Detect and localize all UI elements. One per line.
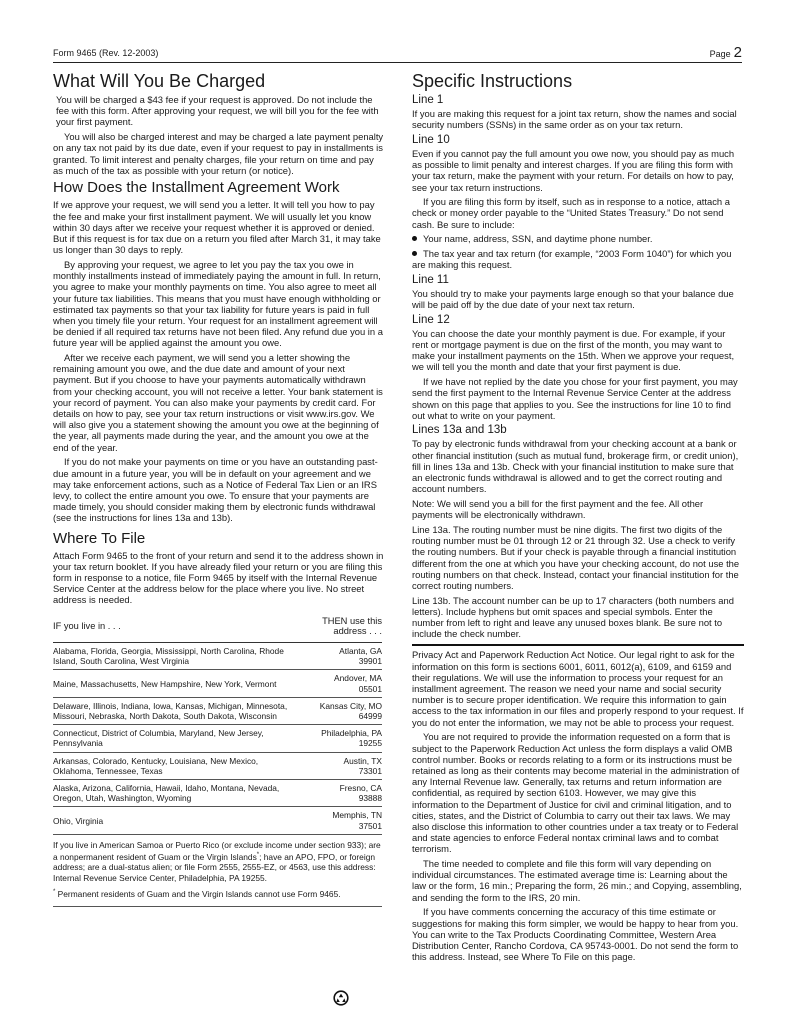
page-indicator <box>710 44 742 61</box>
privacy-paragraph: Privacy Act and Paperwork Reduction Act Notice. Our legal right to ask for the information on this form is sections 6001, 6011, 6012(a), 6109, and 6159 and their regulations. We will use the information to process your request for an installment agreement. The reason we need your name and social security number is to secure proper identification. We require this information to gain access to the tax information in our files and properly respond to your request. If you do not enter the information, we may not be able to process your request. <box>412 649 744 728</box>
states-cell: Maine, Massachusetts, New Hampshire, New York, Vermont <box>53 670 292 697</box>
paragraph: You are not required to provide the information requested on a form that is subject to the Paperwork Reduction Act unless the form displays a valid OMB control number. Books or records relating to a form or its instructions must be retained as long as their contents may become material in the administration of any Internal Revenue law. Generally, tax returns and return information are confidential, as required by section 6103. However, we may give this information to the Department of Justice for civil and criminal litigation, and to cities, states, and the District of Columbia to carry out their tax laws. We may also disclose this information to other countries under a tax treaty or to Federal and state agencies to enforce Federal nontax criminal laws and to combat terrorism. <box>412 731 740 855</box>
column-header-then: THEN use this address . . . <box>292 614 382 643</box>
address-cell: Andover, MA 05501 <box>292 670 382 697</box>
address-cell: Atlanta, GA 39901 <box>292 643 382 670</box>
paragraph: You will also be charged interest and may be charged a late payment penalty on any tax not paid by its due date, even if your request to pay in installments is granted. To limit interest and penalty charges, file your return on time and pay as much of the tax as possible with your return (or notice). <box>53 131 384 176</box>
page-number: 2 <box>733 44 742 61</box>
line-13b-paragraph: Line 13b. The account number can be up to 17 characters (both numbers and letters). Include hyphens but omit spaces and special symbols. Enter the number from left to right and leave any unused boxes blank. Be sure not to include the check number. <box>412 594 734 640</box>
left-column <box>53 70 385 907</box>
paragraph: The time needed to complete and file this form will vary depending on individual circumstances. The estimated average time is: Learning about the law or the form, 16 min.; Preparing the form, 26 min.; and Copying, assembling, and sending the form to the IRS, 20 min. <box>412 858 742 903</box>
line-10-heading: Line 10 <box>412 133 450 146</box>
states-cell: Ohio, Virginia <box>53 807 292 834</box>
table-row <box>53 670 382 697</box>
address-cell: Kansas City, MO 64999 <box>292 697 382 724</box>
paragraph: After we receive each payment, we will send you a letter showing the remaining amount you owe, and the due date and amount of your next payment. But if you choose to have your payments automatically withdrawn from your checking account, you will not receive a letter. Your bank statement is your record of payment. You can also make your payments by credit card. For details on how to pay, see your tax return instructions or visit www.irs.gov. We will also give you a statement showing the amount you owe at the beginning of the year, all payments made during the year, and the amount you owe at the end of the year. <box>53 352 383 453</box>
section-divider <box>412 644 744 646</box>
address-cell: Philadelphia, PA 19255 <box>292 725 382 752</box>
section-title-where: Where To File <box>53 529 146 547</box>
recycled-paper-icon <box>333 990 349 1006</box>
line-11-heading: Line 11 <box>412 273 449 286</box>
right-column <box>412 70 744 966</box>
paragraph: You will be charged a $43 fee if your request is approved. Do not include the fee with this form. After approving your request, we will bill you for the fee with your first payment. <box>56 94 379 128</box>
paragraph: You can choose the date your monthly payment is due. For example, if your rent or mortgage payment is due on the first of the month, you may want to make your installment payments on the 15th. When we approve your request, we will tell you the month and date that your first payment is due. <box>412 327 735 373</box>
column-header-if: IF you live in . . . <box>53 614 292 643</box>
address-table <box>53 614 382 835</box>
bullet-icon <box>412 251 417 256</box>
paragraph: Even if you cannot pay the full amount you owe now, you should pay as much as possible to limit penalty and interest charges. If you are filing this form with your tax return, make the payment with your return. For details on how to pay, see your tax return instructions. <box>412 147 735 193</box>
table-row <box>53 725 382 752</box>
table-header-row <box>53 614 382 643</box>
table-row <box>53 697 382 724</box>
table-row <box>53 752 382 779</box>
table-row <box>53 807 382 834</box>
address-cell: Austin, TX 73301 <box>292 752 382 779</box>
paragraph: To pay by electronic funds withdrawal from your checking account at a bank or other financial institution (such as mutual fund, brokerage firm, or credit union), fill in lines 13a and 13b. Check with your financial institution to make sure that an electronic funds withdrawal is allowed and to get the correct routing and account numbers. <box>412 438 739 495</box>
form-id: Form 9465 (Rev. 12-2003) <box>53 48 159 58</box>
paragraph: You should try to make your payments large enough so that your balance due will be paid off by the due date of your next tax return. <box>412 287 734 311</box>
lines-13-heading: Lines 13a and 13b <box>412 424 507 437</box>
states-cell: Alaska, Arizona, California, Hawaii, Idaho, Montana, Nevada, Oregon, Utah, Washington, Wyoming <box>53 780 292 807</box>
paragraph: Attach Form 9465 to the front of your return and send it to the address shown in your tax return booklet. If you have already filed your return or you are filing this form in response to a notice, file Form 9465 by itself with the Internal Revenue Service Center at the address below for the place where you live. No street address is needed. <box>53 549 384 606</box>
table-note: If you live in American Samoa or Puerto Rico (or exclude income under section 933); are a nonpermanent resident of Guam or the Virgin Islands*; have an APO, FPO, or foreign address; are a dual-status alien; or file Form 2555, 2555-EZ, or 4563, use this address: Internal Revenue Service Center, Philadelphia, PA 19255. <box>53 839 381 883</box>
page-label: Page <box>709 49 731 59</box>
paragraph: By approving your request, we agree to let you pay the tax you owe in monthly installments instead of immediately paying the amount in full. In return, you agree to make your monthly payments on time. You also agree to meet all your future tax liabilities. This means that you must have enough withholding or estimated tax payments so that your tax liability for future years is paid in full when you timely file your return. Your request for an installment agreement will be denied if all required tax returns have not been filed. Any refund due you in a future year will be applied against the amount you owe. <box>53 258 383 349</box>
table-row <box>53 643 382 670</box>
line-12-heading: Line 12 <box>412 313 450 326</box>
line-1-heading: Line 1 <box>412 94 444 106</box>
paragraph: If we approve your request, we will send you a letter. It will tell you how to pay the fee and make your first installment payment. We will usually let you know within 30 days after we receive your request whether it is approved or denied. But if this request is for tax due on a return you filed after March 31, it may take us longer than 30 days to reply. <box>53 199 381 256</box>
states-cell: Connecticut, District of Columbia, Maryland, New Jersey, Pennsylvania <box>53 725 292 752</box>
bullet-item: Your name, address, SSN, and daytime phone number. <box>412 233 744 244</box>
states-cell: Alabama, Florida, Georgia, Mississippi, North Carolina, Rhode Island, South Carolina, West Virginia <box>53 643 292 670</box>
table-row <box>53 780 382 807</box>
section-title-charged: What Will You Be Charged <box>53 71 266 91</box>
paragraph: If we have not replied by the date you chose for your first payment, you may send the first payment to the Internal Revenue Service Center at the address shown on this page that applies to you. See the instructions for line 10 to find out what to write on your payment. <box>412 376 738 421</box>
paragraph: If you are making this request for a joint tax return, show the names and social security numbers (SSNs) in the same order as on your tax return. <box>412 108 737 131</box>
bullet-icon <box>412 236 417 241</box>
paragraph: If you have comments concerning the accuracy of this time estimate or suggestions for making this form simpler, we would be happy to hear from you. You can write to the Tax Products Coordinating Committee, Western Area Distribution Center, Rancho Cordova, CA 95743-0001. Do not send the form to this address. Instead, see Where To File on this page. <box>412 906 739 963</box>
address-cell: Memphis, TN 37501 <box>292 807 382 834</box>
paragraph: If you do not make your payments on time or you have an outstanding past-due amount in a future year, you will be in default on your agreement and we may take enforcement actions, such as a Notice of Federal Tax Lien or an IRS levy, to collect the entire amount you owe. To ensure that your payments are made timely, you should consider making them by electronic funds withdrawal (see the instructions for lines 13a and 13b). <box>53 456 378 524</box>
page-header <box>53 46 742 63</box>
bullet-item: The tax year and tax return (for example, “2003 Form 1040”) for which you are making this request. <box>412 248 732 271</box>
states-cell: Arkansas, Colorado, Kentucky, Louisiana, New Mexico, Oklahoma, Tennessee, Texas <box>53 752 292 779</box>
note-paragraph: Note: We will send you a bill for the first payment and the fee. All other payments will be electronically withdrawn. <box>412 497 704 521</box>
paragraph: If you are filing this form by itself, such as in response to a notice, attach a check or money order payable to the “United States Treasury.” Do not send cash. Be sure to include: <box>412 196 730 230</box>
section-title-agreement: How Does the Installment Agreement Work <box>53 179 340 197</box>
address-cell: Fresno, CA 93888 <box>292 780 382 807</box>
section-title-specific: Specific Instructions <box>412 71 573 91</box>
table-footnote: * Permanent residents of Guam and the Virgin Islands cannot use Form 9465. <box>53 887 382 906</box>
line-13a-paragraph: Line 13a. The routing number must be nine digits. The first two digits of the routing number must be 01 through 12 or 21 through 32. Use a check to verify the routing numbers. But if your check is payable through a financial institution different from the one at which you have your checking account, do not use the routing numbers on that check. Instead, contact your financial institution for the correct routing numbers. <box>412 523 740 591</box>
states-cell: Delaware, Illinois, Indiana, Iowa, Kansas, Michigan, Minnesota, Missouri, Nebraska, North Dakota, South Dakota, Wisconsin <box>53 697 292 724</box>
